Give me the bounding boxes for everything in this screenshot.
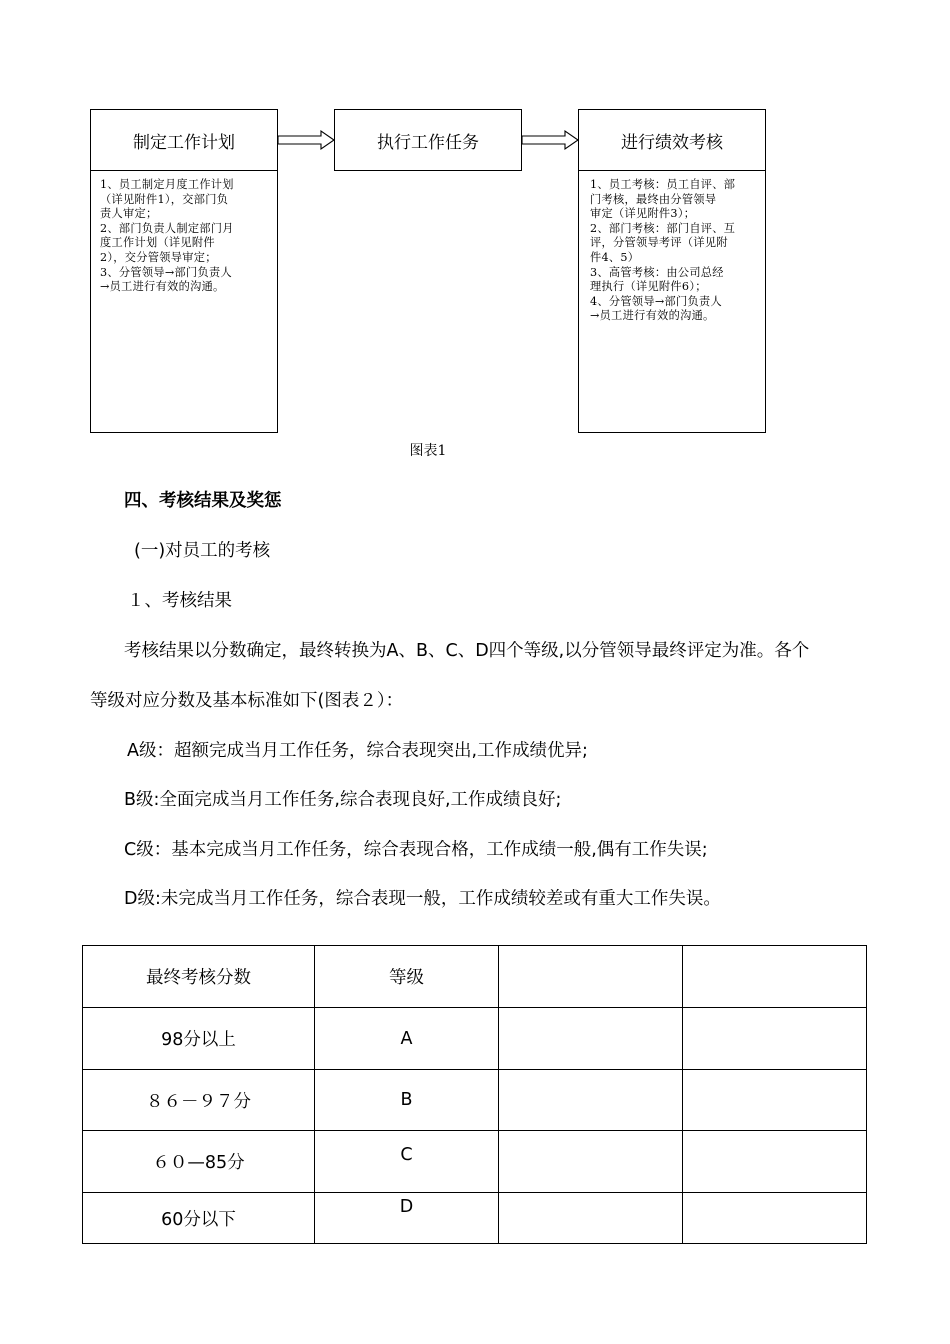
intro-line-2: 等级对应分数及基本标准如下(图表２）： xyxy=(90,691,404,711)
score-cell: 60分以下 xyxy=(83,1193,315,1244)
empty-cell xyxy=(683,1193,867,1244)
arrow-right-icon xyxy=(521,128,581,152)
table-row xyxy=(83,1193,867,1244)
grade-cell: D xyxy=(315,1193,499,1244)
review-step-title: 进行绩效考核 xyxy=(578,109,766,171)
grade-cell: C xyxy=(315,1131,499,1193)
review-step-notes: 1、员工考核：员工自评、部 门考核，最终由分管领导 审定（详见附件3）； 2、部门考核：部门自评、互 评，分管领导考评（详见附 件4、5） 3、高管考核：由公司总经 理执行（详见附件6）； 4、分管领导→部门负责人 →员工进行有效的沟通。 xyxy=(590,178,736,323)
empty-cell xyxy=(683,1131,867,1193)
table-row xyxy=(83,1008,867,1070)
empty-cell xyxy=(683,1070,867,1131)
header-cell xyxy=(683,946,867,1008)
table-row xyxy=(83,1070,867,1131)
empty-cell xyxy=(499,1193,683,1244)
grade-b-text: B级:全面完成当月工作任务,综合表现良好,工作成绩良好; xyxy=(124,790,562,810)
section-heading: 四、考核结果及奖惩 xyxy=(124,491,282,511)
grade-cell: B xyxy=(315,1070,499,1131)
subsection-heading: (一)对员工的考核 xyxy=(134,541,271,561)
score-cell: ８６－９７分 xyxy=(83,1070,315,1131)
header-cell xyxy=(499,946,683,1008)
header-cell: 等级 xyxy=(315,946,499,1008)
header-cell: 最终考核分数 xyxy=(83,946,315,1008)
arrow-right-icon xyxy=(277,128,337,152)
item-heading: １、考核结果 xyxy=(127,591,232,611)
empty-cell xyxy=(499,1008,683,1070)
score-cell: ６０—85分 xyxy=(83,1131,315,1193)
empty-cell xyxy=(683,1008,867,1070)
score-cell: 98分以上 xyxy=(83,1008,315,1070)
table-row xyxy=(83,1131,867,1193)
grade-a-text: A级：超额完成当月工作任务，综合表现突出,工作成绩优异; xyxy=(127,741,588,761)
plan-step-notes: 1、员工制定月度工作计划 （详见附件1），交部门负 责人审定； 2、部门负责人制定部门月 度工作计划（详见附件 2），交分管领导审定； 3、分管领导→部门负责人 →员工进行有效的沟通。 xyxy=(100,178,234,294)
grade-c-text: C级：基本完成当月工作任务，综合表现合格，工作成绩一般,偶有工作失误; xyxy=(124,840,708,860)
grade-cell: A xyxy=(315,1008,499,1070)
empty-cell xyxy=(499,1131,683,1193)
grade-d-text: D级:未完成当月工作任务，综合表现一般，工作成绩较差或有重大工作失误。 xyxy=(124,889,721,909)
table-header-row xyxy=(83,946,867,1008)
intro-line-1: 考核结果以分数确定，最终转换为A、B、C、D四个等级,以分管领导最终评定为准。各个 xyxy=(124,641,810,661)
execute-step-title: 执行工作任务 xyxy=(334,109,522,171)
plan-step-title: 制定工作计划 xyxy=(90,109,278,171)
grade-table xyxy=(82,945,867,1244)
figure-caption: 图表1 xyxy=(409,443,447,459)
empty-cell xyxy=(499,1070,683,1131)
